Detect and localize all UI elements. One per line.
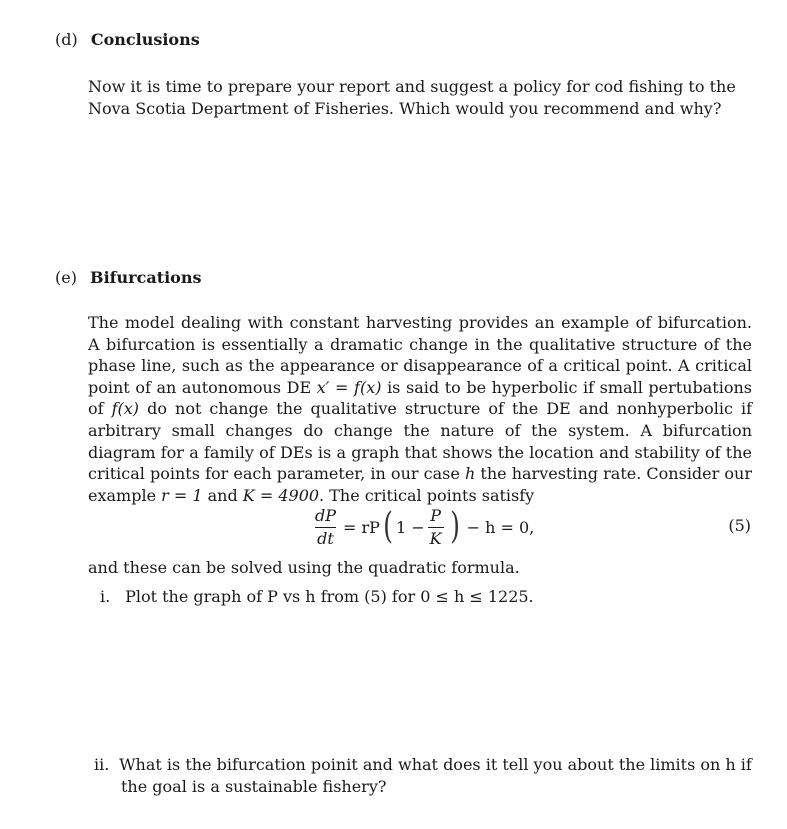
ratio-numerator: P <box>430 505 441 525</box>
derivative-fraction <box>313 507 338 548</box>
equation-body <box>310 503 534 551</box>
list-item-i-text: Plot the graph of P vs h from (5) for 0 ≤ h ≤ 1225. <box>125 587 534 606</box>
ratio-denominator: K <box>429 528 442 548</box>
section-d-heading <box>55 30 200 50</box>
math-ode: x′ = f(x) <box>316 377 382 397</box>
derivative-numerator: dP <box>315 505 337 525</box>
derivative-denominator: dt <box>317 528 334 548</box>
equation-one-minus: 1 − <box>395 517 425 537</box>
section-d-title: Conclusions <box>90 30 200 49</box>
equation-rP: = rP <box>343 517 380 537</box>
equation-number: (5) <box>728 516 751 535</box>
list-item-ii-line2: the goal is a sustainable fishery? <box>121 776 387 796</box>
list-item-ii-label: ii. <box>94 755 110 774</box>
section-e-paragraph: The model dealing with constant harvesting provides an example of bifurcation. A bifurcation is essentially a dramatic change in the qualitative structure of the phase line, such as the appearance or disappearance of a critical point. A critical point of an autonomous DE x′ = f(x) is said to be hyperbolic if small pertubations of f(x) do not change the qualitative structure of the DE and nonhyperbolic if arbitrary small changes do change the nature of the system. A bifurcation diagram for a family of DEs is a graph that shows the location and stability of the critical points for each parameter, in our case h the harvesting rate. Consider our example r = 1 and K = 4900. The critical points satisfy <box>88 313 753 505</box>
left-paren: ( <box>383 506 393 547</box>
section-d-number: (d) <box>55 30 78 49</box>
list-item-ii <box>94 754 753 797</box>
math-h: h <box>464 464 476 484</box>
math-K: K = 4900 <box>242 485 320 505</box>
equation-5 <box>0 503 787 551</box>
math-fx: f(x) <box>111 399 140 419</box>
section-e-number: (e) <box>55 268 77 287</box>
ratio-fraction <box>428 507 444 548</box>
section-e-heading <box>55 268 201 288</box>
section-d-paragraph: Now it is time to prepare your report and suggest a policy for cod fishing to the Nova Scotia Department of Fisheries. Which would you recommend and why? <box>88 77 736 118</box>
list-item-i-label: i. <box>100 587 111 606</box>
equation-tail: − h = 0, <box>466 517 535 537</box>
after-equation-text: and these can be solved using the quadratic formula. <box>88 558 520 577</box>
list-item-i <box>100 586 752 608</box>
list-item-ii-line1: What is the bifurcation poinit and what does it tell you about the limits on h if <box>119 755 752 774</box>
section-e-title: Bifurcations <box>90 268 202 287</box>
math-r: r = 1 <box>161 485 203 505</box>
right-paren: ) <box>449 506 460 547</box>
